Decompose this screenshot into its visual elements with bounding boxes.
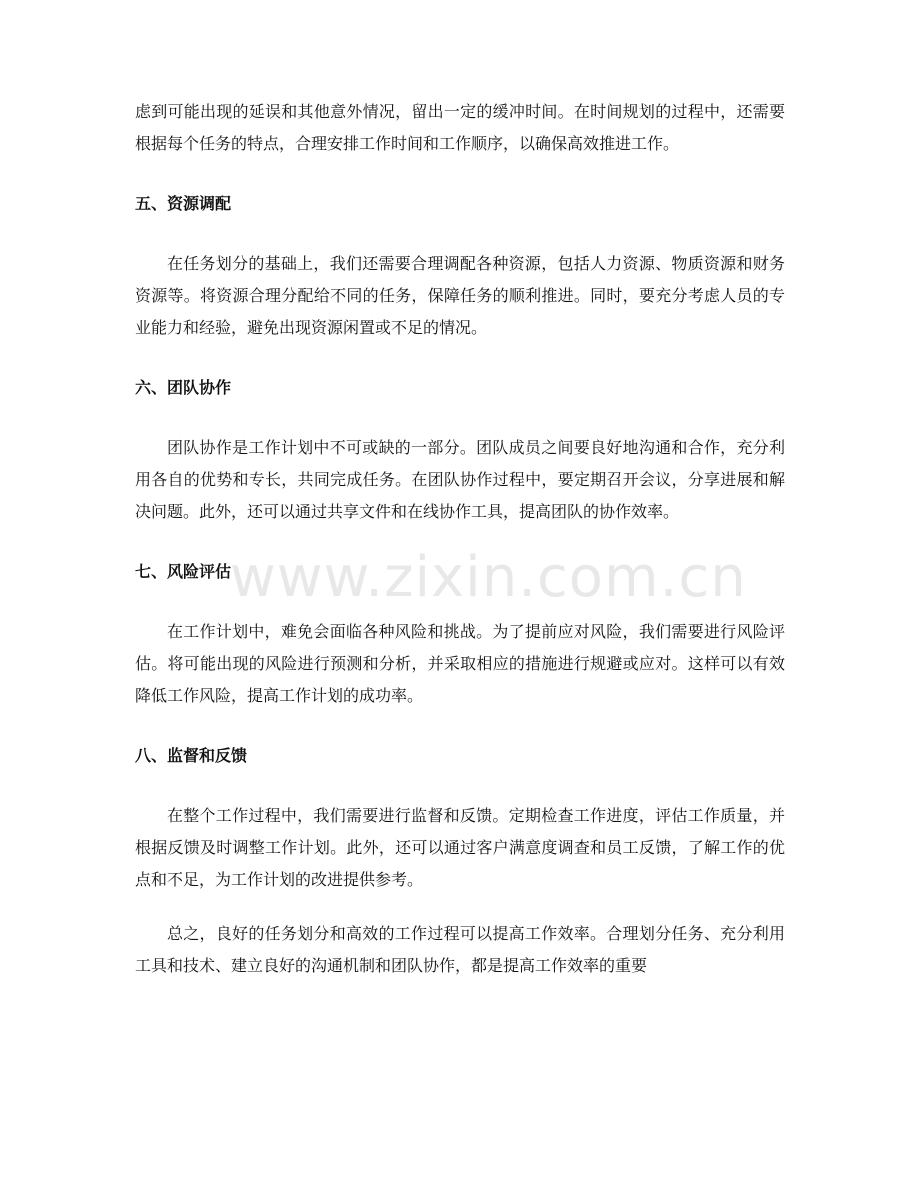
section-body-risk: 在工作计划中，难免会面临各种风险和挑战。为了提前应对风险，我们需要进行风险评估。将可能出现的风险进行预测和分析，并采取相应的措施进行规避或应对。这样可以有效降低工作风险，提高工作计划的成功率。 bbox=[135, 622, 785, 705]
section-heading-teamwork: 六、团队协作 bbox=[135, 378, 232, 397]
conclusion-paragraph: 总之，良好的任务划分和高效的工作过程可以提高工作效率。合理划分任务、充分利用工具和技术、建立良好的沟通机制和团队协作，都是提高工作效率的重要 bbox=[135, 924, 785, 975]
section-heading-resources: 五、资源调配 bbox=[135, 194, 232, 213]
intro-paragraph: 虑到可能出现的延误和其他意外情况，留出一定的缓冲时间。在时间规划的过程中，还需要根据每个任务的特点，合理安排工作时间和工作顺序，以确保高效推进工作。 bbox=[135, 102, 785, 153]
section-body-teamwork: 团队协作是工作计划中不可或缺的一部分。团队成员之间要良好地沟通和合作，充分利用各自的优势和专长，共同完成任务。在团队协作过程中，要定期召开会议，分享进展和解决问题。此外，还可以通过共享文件和在线协作工具，提高团队的协作效率。 bbox=[135, 438, 785, 521]
section-body-resources: 在任务划分的基础上，我们还需要合理调配各种资源，包括人力资源、物质资源和财务资源等。将资源合理分配给不同的任务，保障任务的顺利推进。同时，要充分考虑人员的专业能力和经验，避免出现资源闲置或不足的情况。 bbox=[135, 254, 785, 337]
document-body bbox=[135, 96, 785, 982]
section-heading-feedback: 八、监督和反馈 bbox=[135, 746, 248, 765]
watermark-text: www.zixin.com.cn bbox=[230, 545, 747, 610]
section-heading-risk: 七、风险评估 bbox=[135, 562, 232, 581]
section-body-feedback: 在整个工作过程中，我们需要进行监督和反馈。定期检查工作进度，评估工作质量，并根据反馈及时调整工作计划。此外，还可以通过客户满意度调查和员工反馈，了解工作的优点和不足，为工作计划的改进提供参考。 bbox=[135, 806, 785, 889]
